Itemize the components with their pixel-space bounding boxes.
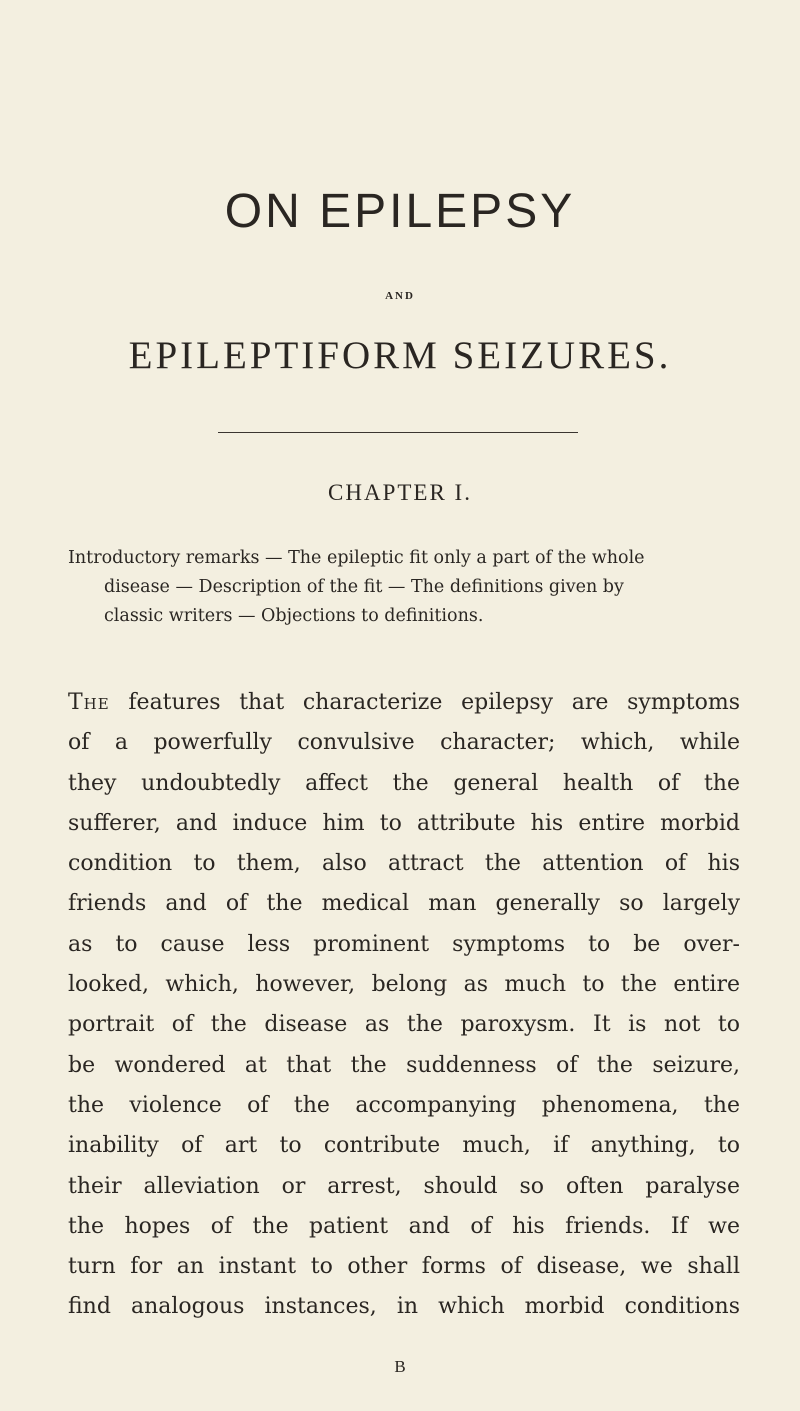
body-line: the hopes of the patient and of his friends. If we <box>68 1213 740 1239</box>
body-line-text: features that characterize epilepsy are symptoms <box>128 690 740 715</box>
body-line <box>68 683 740 723</box>
title-divider-rule <box>218 432 578 433</box>
body-line: looked, which, however, belong as much to the entire <box>68 972 740 998</box>
body-line: portrait of the disease as the paroxysm. It is not to <box>68 1012 740 1038</box>
synopsis-line: Introductory remarks — The epileptic fit only a part of the whole <box>68 548 645 568</box>
body-line: find analogous instances, in which morbid conditions <box>68 1294 740 1320</box>
body-line: sufferer, and induce him to attribute his entire morbid <box>68 810 740 836</box>
body-paragraph <box>68 683 740 1328</box>
signature-mark: B <box>394 1357 406 1376</box>
title-subtitle: EPILEPTIFORM SEIZURES. <box>128 334 672 377</box>
body-line: of a powerfully convulsive character; which, while <box>68 730 740 756</box>
synopsis-line: disease — Description of the fit — The definitions given by <box>104 577 624 597</box>
opening-word: The <box>68 690 110 715</box>
title-main: ON EPILEPSY <box>224 185 576 238</box>
body-line: their alleviation or arrest, should so often paralyse <box>68 1173 740 1199</box>
synopsis-line: classic writers — Objections to definitions. <box>104 606 484 626</box>
chapter-synopsis <box>68 544 740 631</box>
body-line: they undoubtedly affect the general health of the <box>68 770 740 796</box>
body-line: friends and of the medical man generally so largely <box>68 891 740 917</box>
body-line: inability of art to contribute much, if anything, to <box>68 1133 740 1159</box>
body-line: be wondered at that the suddenness of the seizure, <box>68 1052 740 1078</box>
chapter-heading: CHAPTER I. <box>328 480 472 505</box>
body-line: turn for an instant to other forms of disease, we shall <box>68 1254 740 1280</box>
body-line: the violence of the accompanying phenomena, the <box>68 1092 740 1118</box>
body-line: as to cause less prominent symptoms to be over- <box>68 931 740 957</box>
title-conjunction: AND <box>385 290 415 302</box>
body-line: condition to them, also attract the attention of his <box>68 851 740 877</box>
